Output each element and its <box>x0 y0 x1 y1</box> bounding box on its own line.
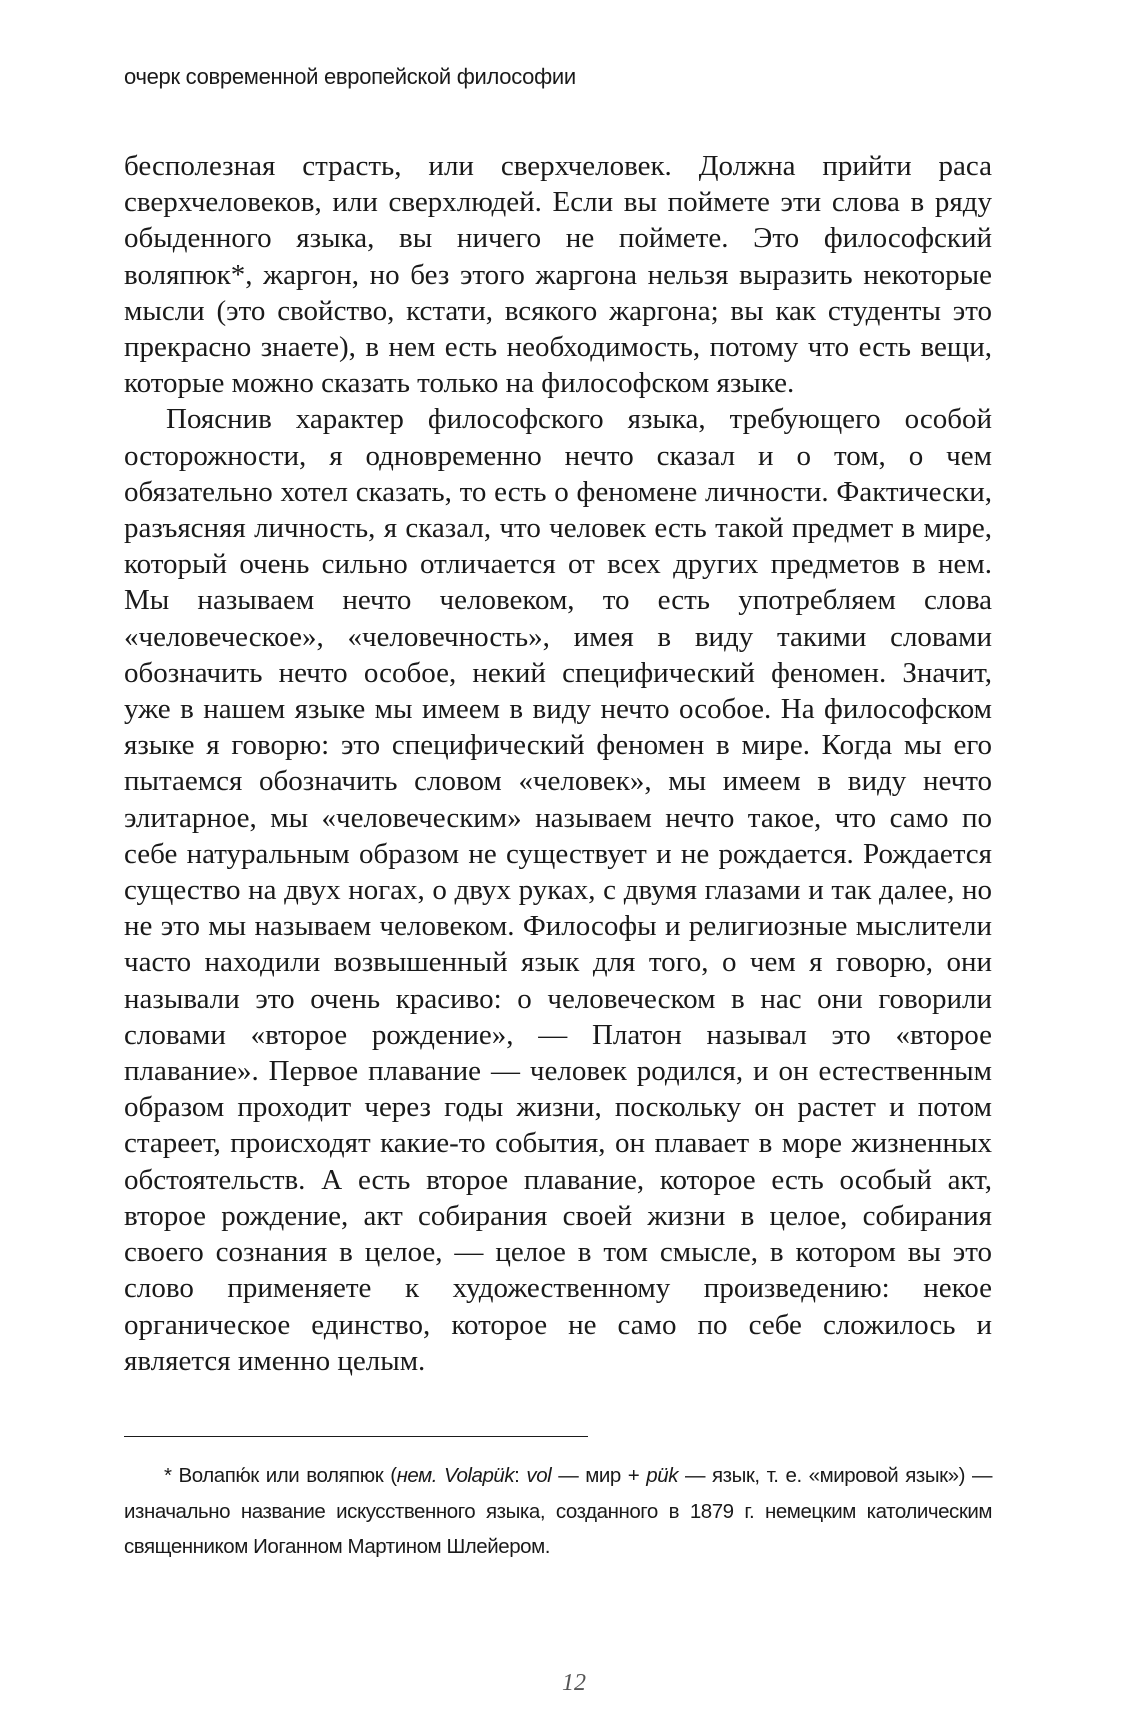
footnote-term: Волапю́к или воляпюк <box>178 1464 384 1487</box>
main-text <box>124 148 992 1379</box>
footnote-rest: — язык, т. е. «мировой язык») — изначально название искусственного языка, созданного в 1879 г. немецким католическим священником Иоганном Мартином Шлейером. <box>124 1464 993 1558</box>
footnote-dash-mir: — мир + <box>551 1464 647 1487</box>
running-header: очерк современной европейской философии <box>124 64 576 89</box>
footnote-part-vol: vol <box>526 1464 552 1487</box>
footnote-part-puk: pük <box>646 1464 678 1487</box>
page-number: 12 <box>562 1670 586 1696</box>
footnote-marker: * <box>164 1464 172 1487</box>
footnote-divider <box>124 1436 588 1437</box>
paragraph-2: Пояснив характер философского языка, требующего особой осторожности, я одновременно нечто сказал и о том, о чем обязательно хотел сказать, то есть о феномене личности. Фактически, разъясняя личность, я сказал, что человек есть такой предмет в мире, который очень сильно отличается от всех других предметов в нем. Мы называем нечто человеком, то есть употребляем слова «человеческое», «человечность», имея в виду такими словами обозначить нечто особое, некий специфический феномен. Значит, уже в нашем языке мы имеем в виду нечто особое. На философском языке я говорю: это специфический феномен в мире. Когда мы его пытаемся обозначить словом «человек», мы имеем в виду нечто элитарное, мы «человеческим» называем нечто такое, что само по себе натуральным образом не существует и не рождается. Рождается существо на двух ногах, о двух руках, с двумя глазами и так далее, но не это мы называем человеком. Философы и религиозные мыслители часто находили возвышенный язык для того, о чем я говорю, они называли это очень красиво: о человеческом в нас они говорили словами «второе рождение», — Платон называл это «второе плавание». Первое плавание — человек родился, и он естественным образом проходит через годы жизни, поскольку он растет и потом стареет, происходят какие-то события, он плавает в море жизненных обстоятельств. А есть второе плавание, которое есть особый акт, второе рождение, акт собирания своей жизни в целое, собирания своего сознания в целое, — целое в том смысле, в котором вы это слово применяете к художественному произведению: некое органическое единство, которое не само по себе сложилось и является именно целым. <box>124 403 992 1377</box>
footnote-colon: : <box>514 1464 520 1487</box>
footnote-open-paren: ( <box>390 1464 397 1487</box>
footnote-language: нем. <box>396 1464 437 1487</box>
paragraph-1: бесполезная страсть, или сверхчеловек. Должна прийти раса сверхчеловеков, или сверхлюдей. Если вы поймете эти слова в ряду обыденного языка, вы ничего не поймете. Это философский воляпюк*, жаргон, но без этого жаргона нельзя выразить некоторые мысли (это свойство, кстати, всякого жаргона; вы как студенты это прекрасно знаете), в нем есть необходимость, потому что есть вещи, которые можно сказать только на философском языке. <box>124 150 992 400</box>
footnote <box>124 1458 992 1565</box>
footnote-word: Volapük <box>443 1464 515 1487</box>
